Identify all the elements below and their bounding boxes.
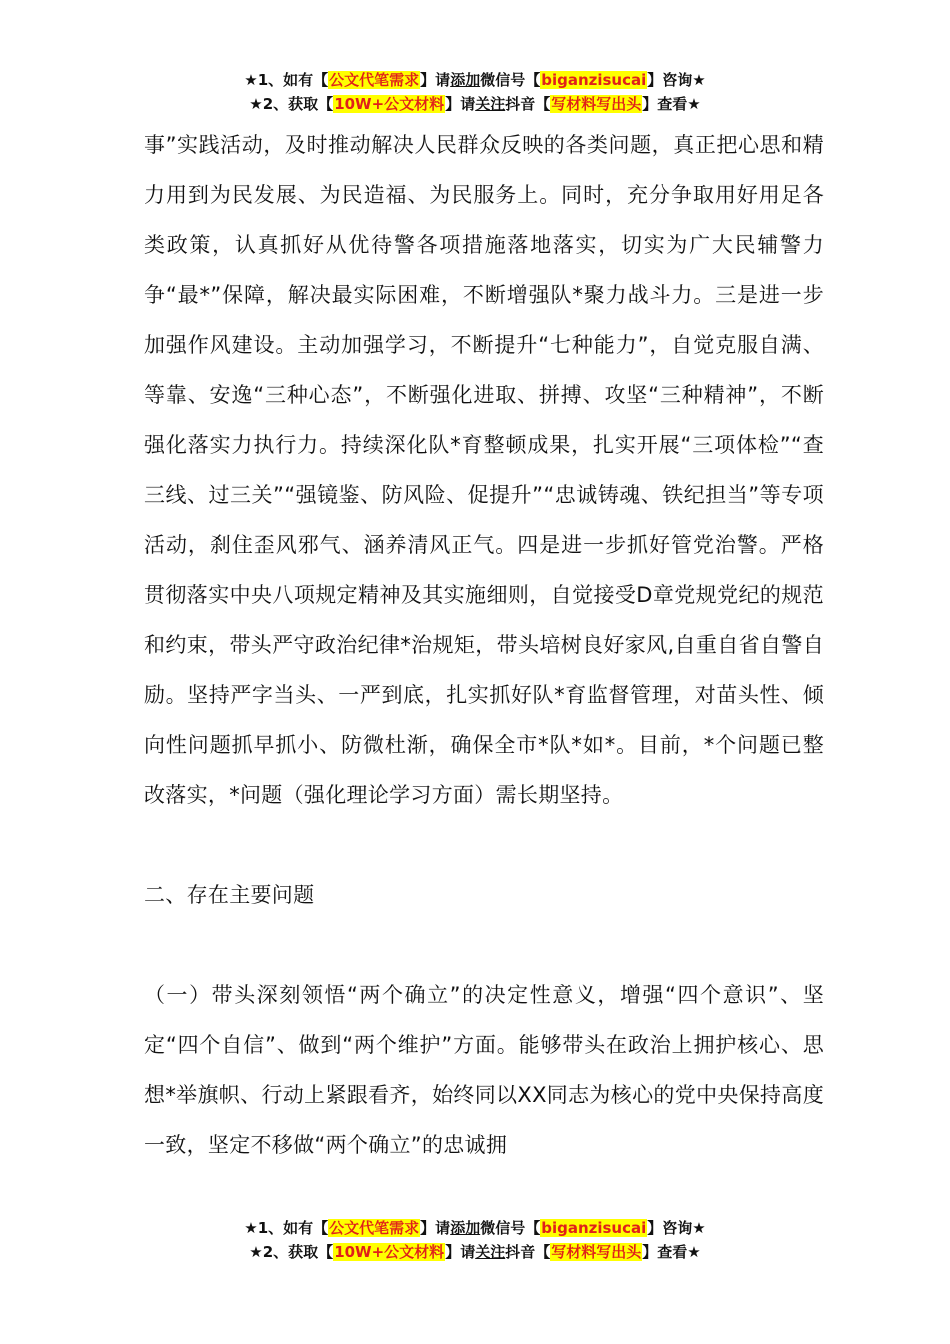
header-line-2-prefix: ★2、获取【 [249,95,334,113]
footer-line-2-highlight-materials: 10W+公文材料 [334,1243,445,1261]
footer-line-2-mid1: 】请 [445,1243,476,1261]
header-line-1-mid1: 】请 [420,71,451,89]
header-banner [0,68,950,116]
footer-line-1-mid1: 】请 [420,1219,451,1237]
header-line-2 [0,92,950,116]
header-line-1-mid2: 微信号【 [480,71,541,89]
header-line-2-mid1: 】请 [445,95,476,113]
header-line-2-mid2: 抖音【 [505,95,551,113]
body-paragraph-2: （一）带头深刻领悟“两个确立”的决定性意义，增强“四个意识”、坚定“四个自信”、做到“两个维护”方面。能够带头在政治上拥护核心、思想*举旗帜、行动上紧跟看齐，始终同以XX同志为核心的党中央保持高度一致，坚定不移做“两个确立”的忠诚拥 [144,983,824,1157]
header-line-1-highlight-service: 公文代笔需求 [329,71,420,89]
header-line-1-underline: 添加 [450,71,481,89]
footer-line-2-underline: 关注 [475,1243,506,1261]
document-body [144,120,824,1170]
header-line-2-highlight-materials: 10W+公文材料 [334,95,445,113]
header-line-1 [0,68,950,92]
footer-banner [0,1216,950,1264]
paragraph-spacer [144,820,824,870]
header-line-1-suffix: 】咨询★ [647,71,706,89]
footer-line-1-highlight-service: 公文代笔需求 [329,1219,420,1237]
header-line-1-highlight-wechat: biganzisucai [541,71,647,89]
body-paragraph-1: 事”实践活动，及时推动解决人民群众反映的各类问题，真正把心思和精力用到为民发展、为民造福、为民服务上。同时，充分争取用好用足各类政策，认真抓好从优待警各项措施落地落实，切实为广大民辅警力争“最*”保障，解决最实际困难，不断增强队*聚力战斗力。三是进一步加强作风建设。主动加强学习，不断提升“七种能力”，自觉克服自满、等靠、安逸“三种心态”，不断强化进取、拼搏、攻坚“三种精神”，不断强化落实力执行力。持续深化队*育整顿成果，扎实开展“三项体检”“查三线、过三关”“强镜鉴、防风险、促提升”“忠诚铸魂、铁纪担当”等专项活动，刹住歪风邪气、涵养清风正气。四是进一步抓好管党治警。严格贯彻落实中央八项规定精神及其实施细则，自觉接受D章党规党纪的规范和约束，带头严守政治纪律*治规矩，带头培树良好家风,自重自省自警自励。坚持严字当头、一严到底，扎实抓好队*育监督管理，对苗头性、倾向性问题抓早抓小、防微杜渐，确保全市*队*如*。目前，*个问题已整改落实，*问题（强化理论学习方面）需长期坚持。 [144,133,824,807]
footer-line-1 [0,1216,950,1240]
footer-line-2-highlight-douyin: 写材料写出头 [551,1243,642,1261]
header-line-2-highlight-douyin: 写材料写出头 [551,95,642,113]
footer-line-1-suffix: 】咨询★ [647,1219,706,1237]
footer-line-2-mid2: 抖音【 [505,1243,551,1261]
footer-line-1-mid2: 微信号【 [480,1219,541,1237]
footer-line-2-prefix: ★2、获取【 [249,1243,334,1261]
footer-line-1-highlight-wechat: biganzisucai [541,1219,647,1237]
section-heading: 二、存在主要问题 [144,883,315,907]
footer-line-1-prefix: ★1、如有【 [244,1219,329,1237]
footer-line-1-underline: 添加 [450,1219,481,1237]
header-line-2-suffix: 】查看★ [642,95,701,113]
footer-line-2 [0,1240,950,1264]
paragraph-spacer [144,920,824,970]
footer-line-2-suffix: 】查看★ [642,1243,701,1261]
header-line-1-prefix: ★1、如有【 [244,71,329,89]
header-line-2-underline: 关注 [475,95,506,113]
